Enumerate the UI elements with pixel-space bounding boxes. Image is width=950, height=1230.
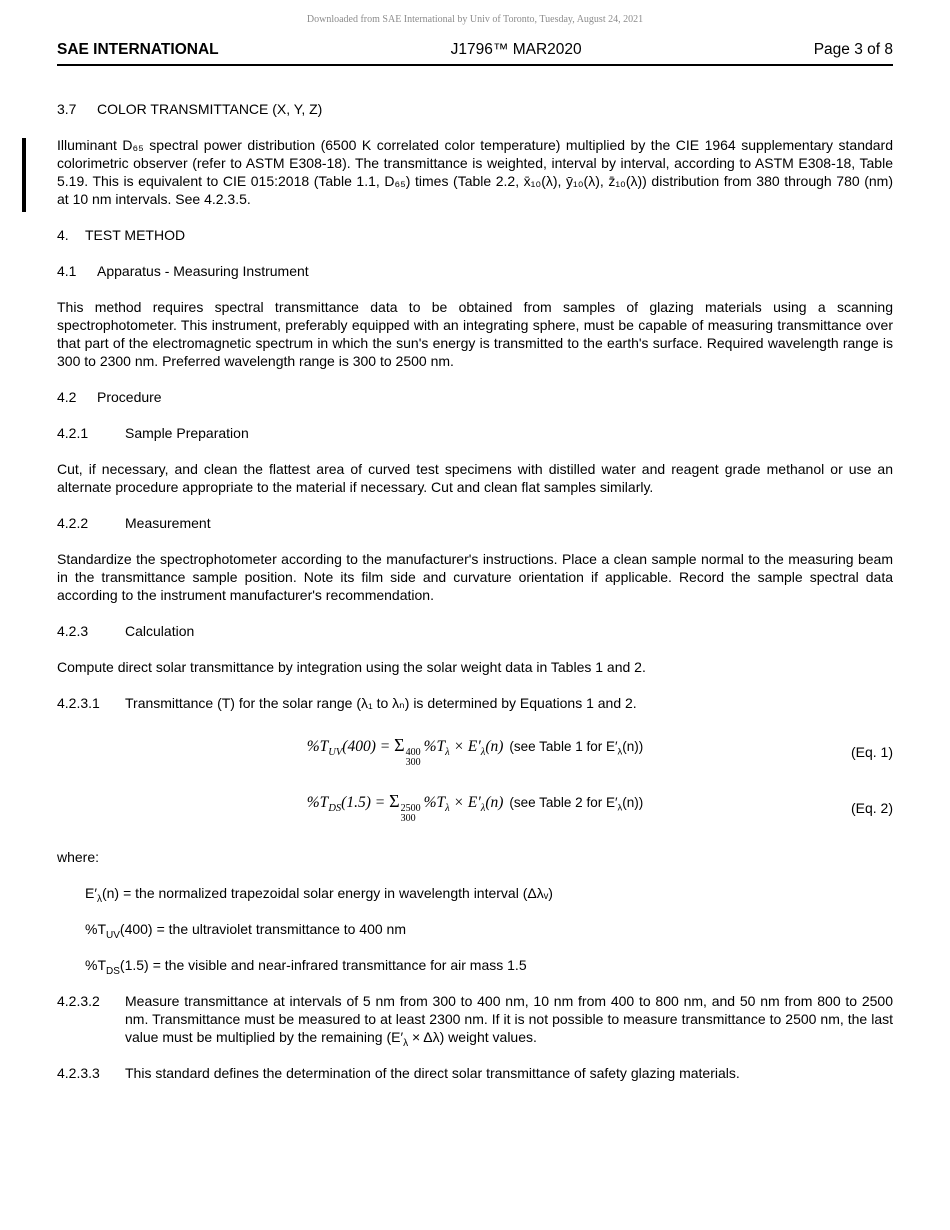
term-argument: (n) bbox=[101, 885, 120, 901]
note-text: (see Table 2 for E′ bbox=[509, 795, 618, 810]
term-symbol: %T bbox=[85, 957, 106, 973]
section-number: 4.2 bbox=[57, 389, 77, 405]
math-subscript: UV bbox=[328, 747, 343, 759]
section-number: 4.2.3 bbox=[57, 623, 89, 639]
paragraph-text: × Δλ) weight values. bbox=[408, 1029, 537, 1045]
document-body bbox=[0, 66, 950, 1082]
section-heading-4-2-3 bbox=[57, 622, 893, 640]
equals-sign: = bbox=[374, 794, 386, 811]
equation-2 bbox=[306, 791, 504, 824]
math-term: E′ bbox=[467, 794, 481, 811]
math-argument: (n) bbox=[485, 738, 504, 755]
section-title: COLOR TRANSMITTANCE (X, Y, Z) bbox=[97, 101, 323, 117]
section-number: 4.1 bbox=[57, 263, 77, 279]
note-text: (see Table 1 for E′ bbox=[509, 739, 618, 754]
math-subscript: λ bbox=[445, 803, 450, 815]
section-4-2-3-1 bbox=[57, 694, 893, 712]
definition-term bbox=[85, 957, 149, 977]
equation-label: (Eq. 1) bbox=[850, 744, 893, 760]
section-number: 4.2.3.1 bbox=[57, 695, 100, 711]
page-number: Page 3 of 8 bbox=[813, 41, 893, 58]
term-subscript: DS bbox=[106, 965, 120, 977]
term-subscript: λ bbox=[96, 893, 102, 905]
math-argument: (400) bbox=[342, 738, 376, 755]
section-title: Measurement bbox=[125, 515, 211, 531]
section-heading-4 bbox=[57, 226, 893, 244]
section-number: 4.2.2 bbox=[57, 515, 89, 531]
definition-text: = the ultraviolet transmittance to 400 nm bbox=[156, 921, 407, 937]
note-subscript: λ bbox=[617, 802, 623, 814]
math-term: %T bbox=[423, 738, 446, 755]
summation-lower-limit: 300 bbox=[405, 757, 421, 768]
section-heading-4-2 bbox=[57, 388, 893, 406]
definition-text: = the visible and near-infrared transmittance for air mass 1.5 bbox=[152, 957, 527, 973]
equation-label: (Eq. 2) bbox=[850, 800, 893, 816]
summation-limits bbox=[406, 748, 421, 768]
section-heading-4-2-2 bbox=[57, 514, 893, 532]
paragraph-4-2-3-2 bbox=[125, 992, 893, 1049]
math-subscript: DS bbox=[328, 803, 342, 815]
equals-sign: = bbox=[379, 738, 391, 755]
summation-sigma: Σ bbox=[389, 791, 400, 811]
paragraph-4-2-1: Cut, if necessary, and clean the flattest area of curved test specimens with distilled water and reagent grade methanol or use an alternate procedure appropriate to the material if necessary. Cut and clean flat samples similarly. bbox=[57, 461, 893, 495]
multiplication-sign: × bbox=[453, 794, 465, 811]
section-heading-4-1 bbox=[57, 262, 893, 280]
summation-limits bbox=[401, 804, 421, 824]
publisher-name: SAE INTERNATIONAL bbox=[57, 41, 219, 58]
paragraph-4-2-2: Standardize the spectrophotometer according to the manufacturer's instructions. Place a clean sample normal to the measuring beam in the transmittance sample position. Note its film side and curvature orientation if applicable. Record the sample spectral data according to the instrument manufacturer's recommendation. bbox=[57, 551, 893, 603]
section-title: Calculation bbox=[125, 623, 195, 639]
paragraph-4-2-3: Compute direct solar transmittance by integration using the solar weight data in Tables 1 and 2. bbox=[57, 659, 646, 675]
section-4-2-3-2 bbox=[57, 992, 893, 1049]
section-number: 4.2.3.2 bbox=[57, 993, 100, 1009]
math-subscript: λ bbox=[445, 747, 450, 759]
section-title: Sample Preparation bbox=[125, 425, 249, 441]
math-argument: (n) bbox=[485, 794, 504, 811]
equation-note bbox=[509, 795, 644, 814]
page-header bbox=[57, 40, 893, 66]
term-symbol: %T bbox=[85, 921, 106, 937]
note-text: (n)) bbox=[622, 795, 644, 810]
where-label: where: bbox=[57, 849, 100, 865]
math-term: E′ bbox=[467, 738, 481, 755]
paragraph-4-1: This method requires spectral transmittance data to be obtained from samples of glazing materials using a scanning spectrophotometer. This instrument, preferably equipped with an integrating sphere, must be capable of measuring transmittance over that part of the electromagnetic spectrum in which the sun's energy is transmitted to the earth's surface. Required wavelength range is 300 to 2300 nm. Preferred wavelength range is 300 to 2500 nm. bbox=[57, 299, 893, 369]
equation-note bbox=[509, 739, 644, 758]
definition-text: = the normalized trapezoidal solar energy in wavelength interval (Δλᵥ) bbox=[123, 885, 553, 901]
download-watermark: Downloaded from SAE International by Univ of Toronto, Tuesday, August 24, 2021 bbox=[306, 14, 644, 25]
equation-1-row bbox=[57, 736, 893, 768]
revision-change-bar bbox=[22, 138, 26, 212]
equation-1 bbox=[306, 735, 504, 768]
summation-upper-limit: 2500 bbox=[400, 803, 421, 814]
note-text: (n)) bbox=[622, 739, 644, 754]
term-symbol: E′ bbox=[85, 885, 97, 901]
summation-upper-limit: 400 bbox=[405, 747, 421, 758]
math-subscript: λ bbox=[480, 803, 486, 815]
definition-item bbox=[85, 920, 893, 941]
section-number: 3.7 bbox=[57, 101, 77, 117]
inline-subscript: λ bbox=[403, 1037, 409, 1049]
paragraph-3-7: Illuminant D₆₅ spectral power distribution (6500 K correlated color temperature) multiplied by the CIE 1964 supplementary standard colorimetric observer (refer to ASTM E308-18). The transmittance is weighted, interval by interval, according to ASTM E308-18, Table 5.19. This is equivalent to CIE 015:2018 (Table 1.1, D₆₅) times (Table 2.2, x̄₁₀(λ), ȳ₁₀(λ), z̄₁₀(λ)) distribution from 380 through 780 (nm) at 10 nm intervals. See 4.2.3.5. bbox=[57, 137, 893, 207]
section-4-2-3-3 bbox=[57, 1064, 893, 1082]
math-argument: (1.5) bbox=[341, 794, 371, 811]
math-term: %T bbox=[306, 794, 329, 811]
definition-term bbox=[85, 921, 153, 941]
multiplication-sign: × bbox=[453, 738, 465, 755]
definition-term bbox=[85, 885, 120, 905]
math-term: %T bbox=[423, 794, 446, 811]
document-title: J1796™ MAR2020 bbox=[450, 41, 582, 58]
equation-2-row bbox=[57, 792, 893, 824]
paragraph-4-2-3-1: Transmittance (T) for the solar range (λ₁ to λₙ) is determined by Equations 1 and 2. bbox=[125, 695, 637, 711]
section-title: TEST METHOD bbox=[85, 227, 186, 243]
section-title: Apparatus - Measuring Instrument bbox=[97, 263, 309, 279]
note-subscript: λ bbox=[617, 746, 623, 758]
math-term: %T bbox=[306, 738, 329, 755]
term-argument: (400) bbox=[119, 921, 153, 937]
definition-item bbox=[85, 884, 893, 905]
paragraph-text: Measure transmittance at intervals of 5 nm from 300 to 400 nm, 10 nm from 400 to 800 nm, and 50 nm from 800 to 2500 nm. Transmittance must be measured to at least 2300 nm. If it is not possible to measure transmittance to 2500 nm, the last value must be multiplied by the remaining (E′ bbox=[125, 993, 893, 1045]
paragraph-4-2-3-3: This standard defines the determination of the direct solar transmittance of safety glazing materials. bbox=[125, 1065, 740, 1081]
section-heading-4-2-1 bbox=[57, 424, 893, 442]
definition-item bbox=[85, 956, 893, 977]
summation-sigma: Σ bbox=[394, 735, 405, 755]
section-title: Procedure bbox=[97, 389, 162, 405]
section-number: 4. bbox=[57, 227, 69, 243]
section-heading-3-7 bbox=[57, 100, 893, 118]
summation-lower-limit: 300 bbox=[400, 813, 416, 824]
term-subscript: UV bbox=[106, 929, 120, 941]
changed-paragraph-wrap bbox=[57, 136, 893, 208]
section-number: 4.2.3.3 bbox=[57, 1065, 100, 1081]
term-argument: (1.5) bbox=[119, 957, 149, 973]
math-subscript: λ bbox=[480, 747, 486, 759]
section-number: 4.2.1 bbox=[57, 425, 89, 441]
